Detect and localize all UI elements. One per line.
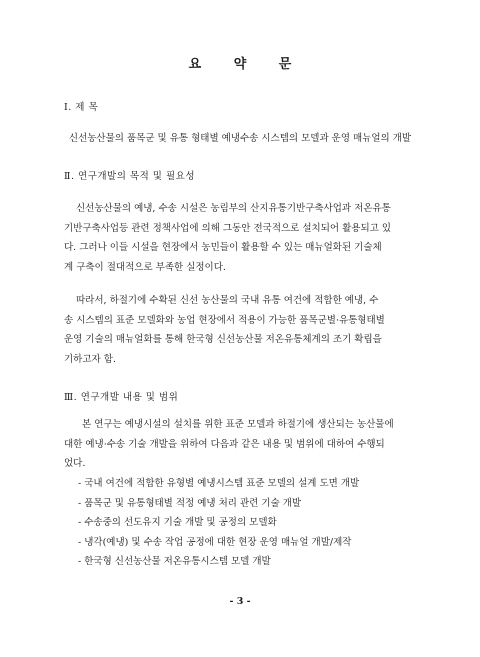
list-item: - 냉각(예냉) 및 수송 작업 공정에 대한 현장 운영 매뉴얼 개발/제작 <box>78 536 352 548</box>
section-2-paragraph-1: 신선농산물의 예냉, 수송 시설은 농림부의 산지유통기반구축사업과 저온유통 기반구축사업등 관련 정책사업에 의해 그동안 전국적으로 설치되어 활용되고 있 다. 그러나 이들 시설을 현장에서 농민들이 활용할 수 있는 매뉴얼화된 기술체 계 구축이 절대적으로 부족한 실정이다. <box>64 203 392 273</box>
list-item: - 한국형 신선농산물 저온유통시스템 모델 개발 <box>78 556 271 567</box>
report-subject: 신선농산물의 품목군 및 유통 형태별 예냉수송 시스템의 모델과 운영 매뉴얼의 개발 <box>68 133 412 144</box>
section-3-heading: Ⅲ. 연구개발 내용 및 범위 <box>64 392 179 403</box>
page-number: - 3 - <box>229 596 251 607</box>
list-item: - 국내 여건에 적합한 유형별 예냉시스템 표준 모델의 설계 도면 개발 <box>78 478 360 489</box>
section-2-paragraph-2: 따라서, 하절기에 수확된 신선 농산물의 국내 유통 여건에 적합한 예냉, 수 송 시스템의 표준 모델화와 농업 현장에서 적용이 가능한 품목군별·유통형태별 운영 기술의 매뉴얼화를 통해 한국형 신선농산물 저온유통체계의 조기 확립을 기하고자 함. <box>64 295 385 365</box>
list-item: - 수송중의 선도유지 기술 개발 및 공정의 모델화 <box>78 517 277 528</box>
section-3-paragraph: 본 연구는 예냉시설의 설치를 위한 표준 모델과 하절기에 생산되는 농산물에 대한 예냉·수송 기술 개발을 위하여 다음과 같은 내용 및 범위에 대하여 수행되 었다. <box>64 419 394 469</box>
section-2-heading: Ⅱ. 연구개발의 목적 및 필요성 <box>64 171 196 182</box>
research-scope-list <box>78 474 359 572</box>
section-1-heading: Ⅰ. 제 목 <box>64 102 99 113</box>
list-item: - 품목군 및 유통형태별 적정 예냉 처리 관련 기술 개발 <box>78 497 302 509</box>
page-title: 요 약 문 <box>188 57 306 72</box>
